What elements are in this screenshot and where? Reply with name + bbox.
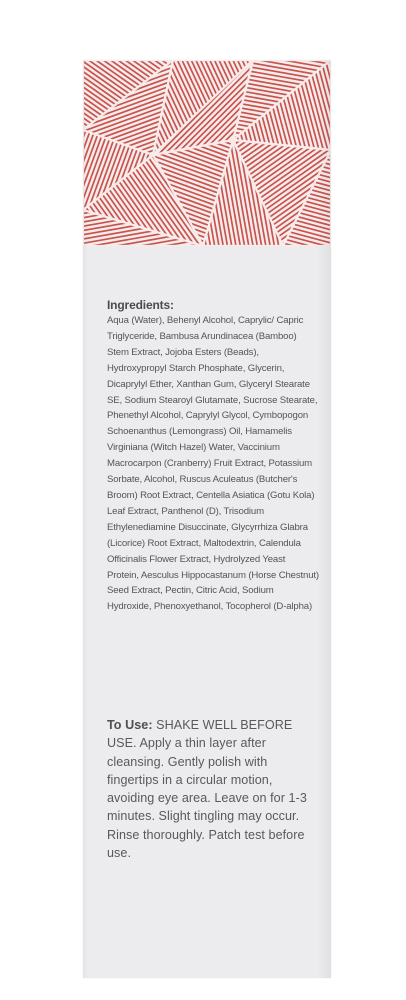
box-left-edge-shadow (83, 60, 88, 978)
product-box-back-panel (83, 60, 331, 978)
ingredients-list: Aqua (Water), Behenyl Alcohol, Caprylic/ Capric Triglyceride, Bambusa Arundinacea (Bamboo) Stem Extract, Jojoba Esters (Beads), Hydroxypropyl Starch Phosphate, Glycerin, Dicaprylyl Ether, Xanthan Gum, Glyceryl Stearate SE, Sodium Stearoyl Glutamate, Sucrose Stearate, Phenethyl Alcohol, Caprylyl Glycol, Cymbopogon Schoenanthus (Lemongrass) Oil, Hamamelis Virginiana (Witch Hazel) Water, Vaccinium Macrocarpon (Cranberry) Fruit Extract, Potassium Sorbate, Alcohol, Ruscus Aculeatus (Butcher's Broom) Root Extract, Centella Asiatica (Gotu Kola) Leaf Extract, Panthenol (D), Trisodium Ethylenediamine Disuccinate, Glycyrrhiza Glabra (Licorice) Root Extract, Maltodextrin, Calendula Officinalis Flower Extract, Hydrolyzed Yeast Protein, Aesculus Hippocastanum (Horse Chestnut) Seed Extract, Pectin, Citric Acid, Sodium Hydroxide, Phenoxyethanol, Tocopherol (D-alpha) (107, 315, 319, 613)
box-right-edge-shadow (317, 60, 331, 978)
directions-text: SHAKE WELL BEFORE USE. Apply a thin layer after cleansing. Gently polish with fingertips in a circular motion, avoiding eye area. Leave on for 1-3 minutes. Slight tingling may occur. Rinse thoroughly. Patch test before use. (107, 718, 307, 861)
ingredients-heading: Ingredients: (107, 298, 174, 312)
ingredients-block (107, 298, 319, 615)
red-line-pattern-band (83, 60, 331, 246)
directions-heading: To Use: (107, 718, 153, 732)
pattern-graphic (83, 60, 331, 246)
directions-block (107, 716, 319, 862)
